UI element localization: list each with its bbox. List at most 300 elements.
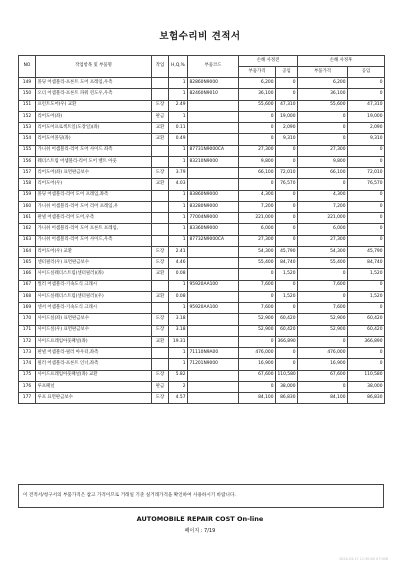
header-after-part-price: 부품가격 bbox=[298, 67, 348, 78]
row-hq: 1 bbox=[169, 201, 188, 212]
row-before-part-price: 55,400 bbox=[239, 258, 276, 269]
table-row bbox=[19, 246, 385, 257]
row-item: 웨더스트립 어셈블리-리어 도어 벨트 아웃 bbox=[36, 156, 152, 167]
row-part-code bbox=[188, 111, 239, 122]
row-no: 172 bbox=[19, 336, 36, 347]
row-work: 도장 bbox=[152, 370, 169, 381]
row-before-part-price: 54,300 bbox=[239, 246, 276, 257]
row-work bbox=[152, 348, 169, 359]
row-work: 도장 bbox=[152, 100, 169, 111]
row-hq: 1 bbox=[169, 348, 188, 359]
row-hq: 1 bbox=[169, 89, 188, 100]
row-part-code bbox=[188, 393, 239, 404]
row-before-part-price: 221,000 bbox=[239, 213, 276, 224]
row-item: 리어도어(우) 교환 bbox=[36, 246, 152, 257]
row-after-part-price: 9,800 bbox=[298, 156, 348, 167]
row-after-labor: 60,420 bbox=[348, 325, 385, 336]
row-before-labor: 76,570 bbox=[276, 179, 298, 190]
row-no: 177 bbox=[19, 393, 36, 404]
row-hq: 1 bbox=[169, 145, 188, 156]
row-no: 152 bbox=[19, 111, 36, 122]
row-before-part-price: 9,800 bbox=[239, 156, 276, 167]
row-before-labor: 0 bbox=[276, 303, 298, 314]
table-row bbox=[19, 258, 385, 269]
row-item: 사이드실웨더스트립(센터필러)(좌) bbox=[36, 269, 152, 280]
table-body bbox=[19, 78, 385, 404]
row-part-code: 95920AA100 bbox=[188, 280, 239, 291]
row-hq: 0.08 bbox=[169, 291, 188, 302]
row-before-labor: 1,520 bbox=[276, 291, 298, 302]
row-before-labor: 86,830 bbox=[276, 393, 298, 404]
row-after-part-price: 66,100 bbox=[298, 168, 348, 179]
row-no: 169 bbox=[19, 303, 36, 314]
row-before-labor: 0 bbox=[276, 224, 298, 235]
header-part-code: 부품코드 bbox=[188, 56, 239, 78]
row-before-labor: 0 bbox=[276, 89, 298, 100]
row-after-labor: 0 bbox=[348, 348, 385, 359]
row-after-labor: 0 bbox=[348, 359, 385, 370]
header-after-labor: 공임 bbox=[348, 67, 385, 78]
row-before-labor: 0 bbox=[276, 190, 298, 201]
row-after-part-price: 52,900 bbox=[298, 325, 348, 336]
row-item: 루프패널 bbox=[36, 381, 152, 392]
row-part-code: 71201N9000 bbox=[188, 359, 239, 370]
row-before-part-price: 476,000 bbox=[239, 348, 276, 359]
row-after-part-price: 55,400 bbox=[298, 258, 348, 269]
row-part-code: 83280N9000 bbox=[188, 201, 239, 212]
row-after-labor: 110,580 bbox=[348, 370, 385, 381]
row-no: 149 bbox=[19, 78, 36, 89]
footer-brand: AUTOMOBILE REPAIR COST On-line bbox=[136, 515, 264, 523]
row-hq: 5.82 bbox=[169, 370, 188, 381]
row-item: 센터필러(우) 표면판금보수 bbox=[36, 258, 152, 269]
row-before-part-price: 6,000 bbox=[239, 224, 276, 235]
row-before-part-price: 66,100 bbox=[239, 168, 276, 179]
row-after-part-price: 27,300 bbox=[298, 145, 348, 156]
row-work: 도장 bbox=[152, 393, 169, 404]
row-before-part-price: 7,600 bbox=[239, 280, 276, 291]
row-item: 리어도어(좌) bbox=[36, 111, 152, 122]
row-hq: 4.46 bbox=[169, 258, 188, 269]
table-row bbox=[19, 78, 385, 89]
row-part-code: 82860N9000 bbox=[188, 78, 239, 89]
row-after-labor: 0 bbox=[348, 224, 385, 235]
row-item: 몰딩 어셈블리-리어 도어 프레임,좌측 bbox=[36, 190, 152, 201]
table-row bbox=[19, 134, 385, 145]
row-hq: 1 bbox=[169, 280, 188, 291]
row-part-code bbox=[188, 370, 239, 381]
row-before-labor: 19,000 bbox=[276, 111, 298, 122]
table-row bbox=[19, 201, 385, 212]
row-no: 171 bbox=[19, 325, 36, 336]
row-after-labor: 86,830 bbox=[348, 393, 385, 404]
row-item: 리어도어몰딩(좌) bbox=[36, 134, 152, 145]
row-hq: 19.31 bbox=[169, 336, 188, 347]
row-before-labor: 1,520 bbox=[276, 269, 298, 280]
header-before-part-price: 부품가격 bbox=[239, 67, 276, 78]
row-after-part-price: 221,000 bbox=[298, 213, 348, 224]
row-no: 167 bbox=[19, 280, 36, 291]
row-no: 162 bbox=[19, 224, 36, 235]
table-row bbox=[19, 145, 385, 156]
row-work: 도장 bbox=[152, 325, 169, 336]
price-notice: 이 견적서/청구서의 부품가격은 참고 가격이므로 거래일 기준 실거래가격을 확인하여 사용하시기 바랍니다. bbox=[18, 484, 384, 508]
table-row bbox=[19, 111, 385, 122]
row-item: 사이드실(우) 표면판금보수 bbox=[36, 325, 152, 336]
row-after-labor: 47,310 bbox=[348, 100, 385, 111]
row-after-part-price: 7,600 bbox=[298, 303, 348, 314]
row-item: 판넬 어셈블리-필러 아우터,좌측 bbox=[36, 348, 152, 359]
row-part-code bbox=[188, 325, 239, 336]
row-before-part-price: 7,600 bbox=[239, 303, 276, 314]
row-after-labor: 72,010 bbox=[348, 168, 385, 179]
row-no: 168 bbox=[19, 291, 36, 302]
document-title: 보험수리비 견적서 bbox=[159, 31, 241, 42]
row-part-code bbox=[188, 269, 239, 280]
row-part-code: 87732N9000CA bbox=[188, 235, 239, 246]
row-item: 리어도어프로젝트일(도장일)(좌) bbox=[36, 123, 152, 134]
row-work: 교환 bbox=[152, 336, 169, 347]
row-hq: 1 bbox=[169, 78, 188, 89]
row-after-part-price: 0 bbox=[298, 336, 348, 347]
row-after-labor: 0 bbox=[348, 303, 385, 314]
row-hq: 2.41 bbox=[169, 246, 188, 257]
row-no: 157 bbox=[19, 168, 36, 179]
row-no: 160 bbox=[19, 201, 36, 212]
row-no: 165 bbox=[19, 258, 36, 269]
row-work bbox=[152, 235, 169, 246]
row-hq: 0.49 bbox=[169, 134, 188, 145]
table-row bbox=[19, 123, 385, 134]
row-item: 사이드프레임아웃패널(좌) 교환 bbox=[36, 370, 152, 381]
row-after-labor: 19,000 bbox=[348, 111, 385, 122]
row-work bbox=[152, 359, 169, 370]
row-before-labor: 0 bbox=[276, 213, 298, 224]
table-row bbox=[19, 303, 385, 314]
table-row bbox=[19, 100, 385, 111]
row-item: 가니쉬 어셈블리-리어 도어 사이드 좌측 bbox=[36, 145, 152, 156]
row-no: 150 bbox=[19, 89, 36, 100]
row-after-part-price: 7,600 bbox=[298, 280, 348, 291]
row-after-part-price: 84,100 bbox=[298, 393, 348, 404]
row-part-code bbox=[188, 123, 239, 134]
row-work: 교환 bbox=[152, 269, 169, 280]
row-after-part-price: 6,000 bbox=[298, 224, 348, 235]
row-hq: 2 bbox=[169, 381, 188, 392]
row-item: 리어도어(좌) 표면판금보수 bbox=[36, 168, 152, 179]
row-no: 176 bbox=[19, 381, 36, 392]
row-work: 교환 bbox=[152, 123, 169, 134]
row-before-part-price: 0 bbox=[239, 134, 276, 145]
row-before-part-price: 52,900 bbox=[239, 325, 276, 336]
row-after-part-price: 27,300 bbox=[298, 235, 348, 246]
row-after-labor: 0 bbox=[348, 190, 385, 201]
row-before-labor: 0 bbox=[276, 280, 298, 291]
table-row bbox=[19, 348, 385, 359]
row-no: 154 bbox=[19, 134, 36, 145]
row-no: 164 bbox=[19, 246, 36, 257]
row-hq: 0.08 bbox=[169, 269, 188, 280]
row-after-part-price: 7,200 bbox=[298, 201, 348, 212]
row-after-part-price: 0 bbox=[298, 381, 348, 392]
row-item: 가니쉬 어셈블리-리어 도어 리어 프레임,우 bbox=[36, 201, 152, 212]
row-item: 씰러 어셈블리-기속도식 크래시 bbox=[36, 280, 152, 291]
table-row bbox=[19, 190, 385, 201]
row-after-labor: 38,000 bbox=[348, 381, 385, 392]
row-after-labor: 366,890 bbox=[348, 336, 385, 347]
row-before-labor: 84,740 bbox=[276, 258, 298, 269]
row-before-labor: 0 bbox=[276, 235, 298, 246]
table-row bbox=[19, 325, 385, 336]
row-before-part-price: 36,100 bbox=[239, 89, 276, 100]
row-work: 교환 bbox=[152, 291, 169, 302]
header-item: 작업항목 및 부품명 bbox=[36, 56, 152, 78]
row-after-part-price: 55,600 bbox=[298, 100, 348, 111]
row-part-code bbox=[188, 168, 239, 179]
row-work bbox=[152, 78, 169, 89]
row-work: 도장 bbox=[152, 246, 169, 257]
row-hq: 4.57 bbox=[169, 393, 188, 404]
row-after-part-price: 0 bbox=[298, 291, 348, 302]
row-work bbox=[152, 303, 169, 314]
table-row bbox=[19, 291, 385, 302]
row-part-code: 83210N9000 bbox=[188, 156, 239, 167]
row-hq: 3.18 bbox=[169, 314, 188, 325]
row-before-part-price: 0 bbox=[239, 123, 276, 134]
row-before-part-price: 52,900 bbox=[239, 314, 276, 325]
row-before-part-price: 4,300 bbox=[239, 190, 276, 201]
table-row bbox=[19, 381, 385, 392]
row-after-labor: 0 bbox=[348, 78, 385, 89]
row-after-labor: 9,310 bbox=[348, 134, 385, 145]
table-row bbox=[19, 156, 385, 167]
row-after-part-price: 52,900 bbox=[298, 314, 348, 325]
row-after-part-price: 0 bbox=[298, 134, 348, 145]
row-hq: 1 bbox=[169, 190, 188, 201]
row-before-part-price: 0 bbox=[239, 336, 276, 347]
row-part-code: 82460N9010 bbox=[188, 89, 239, 100]
row-before-labor: 0 bbox=[276, 359, 298, 370]
row-before-part-price: 7,200 bbox=[239, 201, 276, 212]
table-row bbox=[19, 370, 385, 381]
row-work bbox=[152, 213, 169, 224]
row-before-part-price: 0 bbox=[239, 269, 276, 280]
row-part-code: 83360N9000 bbox=[188, 224, 239, 235]
row-before-labor: 38,000 bbox=[276, 381, 298, 392]
row-after-labor: 76,570 bbox=[348, 179, 385, 190]
row-before-part-price: 0 bbox=[239, 111, 276, 122]
row-before-labor: 2,090 bbox=[276, 123, 298, 134]
row-after-labor: 84,740 bbox=[348, 258, 385, 269]
row-before-labor: 0 bbox=[276, 348, 298, 359]
row-item: 몰딩 어셈블리-프론트 도어 프레임,우측 bbox=[36, 78, 152, 89]
table-row bbox=[19, 235, 385, 246]
row-after-labor: 0 bbox=[348, 280, 385, 291]
table-header bbox=[19, 56, 385, 78]
row-before-part-price: 6,200 bbox=[239, 78, 276, 89]
row-after-part-price: 0 bbox=[298, 269, 348, 280]
table-row bbox=[19, 168, 385, 179]
row-part-code bbox=[188, 179, 239, 190]
table-row bbox=[19, 359, 385, 370]
row-hq: 1 bbox=[169, 111, 188, 122]
row-before-part-price: 0 bbox=[239, 291, 276, 302]
row-work bbox=[152, 280, 169, 291]
row-hq: 1 bbox=[169, 303, 188, 314]
row-part-code bbox=[188, 291, 239, 302]
row-work: 도장 bbox=[152, 168, 169, 179]
row-no: 163 bbox=[19, 235, 36, 246]
row-after-labor: 60,420 bbox=[348, 314, 385, 325]
row-hq: 3.18 bbox=[169, 325, 188, 336]
row-no: 151 bbox=[19, 100, 36, 111]
table-row bbox=[19, 89, 385, 100]
header-after: 손해 사정후 bbox=[298, 56, 385, 67]
row-part-code bbox=[188, 134, 239, 145]
row-after-part-price: 36,100 bbox=[298, 89, 348, 100]
row-hq: 3.79 bbox=[169, 168, 188, 179]
row-no: 170 bbox=[19, 314, 36, 325]
table-row bbox=[19, 314, 385, 325]
row-after-part-price: 0 bbox=[298, 179, 348, 190]
row-before-part-price: 55,600 bbox=[239, 100, 276, 111]
row-before-part-price: 0 bbox=[239, 381, 276, 392]
row-hq: 1 bbox=[169, 359, 188, 370]
row-before-part-price: 16,900 bbox=[239, 359, 276, 370]
row-no: 153 bbox=[19, 123, 36, 134]
row-item: 센서 어셈블리-기속도식 크래시 bbox=[36, 303, 152, 314]
row-no: 175 bbox=[19, 370, 36, 381]
row-work: 판금 bbox=[152, 111, 169, 122]
row-item: 사이드실웨더스트립(센터필러)(우) bbox=[36, 291, 152, 302]
row-part-code bbox=[188, 258, 239, 269]
row-hq: 1 bbox=[169, 156, 188, 167]
row-work bbox=[152, 201, 169, 212]
row-after-labor: 1,520 bbox=[348, 291, 385, 302]
row-after-part-price: 4,300 bbox=[298, 190, 348, 201]
row-work: 교환 bbox=[152, 134, 169, 145]
header-no: NO bbox=[19, 56, 36, 78]
row-item: 필러 어셈블리-프론트 인너,좌측 bbox=[36, 359, 152, 370]
row-work: 도장 bbox=[152, 258, 169, 269]
row-before-labor: 0 bbox=[276, 145, 298, 156]
row-no: 159 bbox=[19, 190, 36, 201]
row-no: 155 bbox=[19, 145, 36, 156]
row-item: 판넬 어셈블리-리어 도어,우측 bbox=[36, 213, 152, 224]
header-before-labor: 공임 bbox=[276, 67, 298, 78]
row-no: 156 bbox=[19, 156, 36, 167]
row-no: 174 bbox=[19, 359, 36, 370]
row-after-labor: 0 bbox=[348, 145, 385, 156]
row-part-code: 83860N9000 bbox=[188, 190, 239, 201]
row-after-labor: 0 bbox=[348, 235, 385, 246]
row-after-part-price: 16,900 bbox=[298, 359, 348, 370]
row-part-code bbox=[188, 336, 239, 347]
row-item: 리어도어(우) bbox=[36, 179, 152, 190]
row-item: 오더 어셈블리-프론트 파워 윈도우,우측 bbox=[36, 89, 152, 100]
row-part-code: 71110N9A00 bbox=[188, 348, 239, 359]
table-row bbox=[19, 280, 385, 291]
header-work: 작업 bbox=[152, 56, 169, 78]
row-after-labor: 2,090 bbox=[348, 123, 385, 134]
row-item: 사이드프레임아웃패널(좌) bbox=[36, 336, 152, 347]
row-item: 가니쉬 어셈블리-리어 도어 사이드,우측 bbox=[36, 235, 152, 246]
row-no: 161 bbox=[19, 213, 36, 224]
row-item: 루프 표면판금보수 bbox=[36, 393, 152, 404]
row-before-labor: 110,580 bbox=[276, 370, 298, 381]
table-row bbox=[19, 224, 385, 235]
header-before: 손해 사정전 bbox=[239, 56, 298, 67]
row-after-part-price: 0 bbox=[298, 111, 348, 122]
row-part-code: 77004N9000 bbox=[188, 213, 239, 224]
table-row bbox=[19, 213, 385, 224]
row-before-labor: 366,890 bbox=[276, 336, 298, 347]
row-no: 158 bbox=[19, 179, 36, 190]
row-after-part-price: 0 bbox=[298, 123, 348, 134]
row-after-part-price: 67,600 bbox=[298, 370, 348, 381]
table-row bbox=[19, 393, 385, 404]
row-work bbox=[152, 224, 169, 235]
estimate-table bbox=[18, 55, 385, 404]
page-number: 페이지 : 7/19 bbox=[184, 528, 216, 534]
row-item: 사이드실(좌) 표면판금보수 bbox=[36, 314, 152, 325]
row-after-part-price: 54,300 bbox=[298, 246, 348, 257]
table-row bbox=[19, 336, 385, 347]
row-after-labor: 0 bbox=[348, 89, 385, 100]
row-before-part-price: 27,300 bbox=[239, 145, 276, 156]
table-row bbox=[19, 269, 385, 280]
row-before-labor: 0 bbox=[276, 78, 298, 89]
row-before-labor: 0 bbox=[276, 201, 298, 212]
table-row bbox=[19, 179, 385, 190]
row-work bbox=[152, 190, 169, 201]
row-before-labor: 60,420 bbox=[276, 325, 298, 336]
row-hq: 0.11 bbox=[169, 123, 188, 134]
row-hq: 4.03 bbox=[169, 179, 188, 190]
row-hq: 1 bbox=[169, 224, 188, 235]
row-after-labor: 0 bbox=[348, 213, 385, 224]
row-no: 166 bbox=[19, 269, 36, 280]
row-before-part-price: 67,600 bbox=[239, 370, 276, 381]
row-before-labor: 60,420 bbox=[276, 314, 298, 325]
row-work bbox=[152, 89, 169, 100]
row-hq: 1 bbox=[169, 235, 188, 246]
row-after-labor: 1,520 bbox=[348, 269, 385, 280]
row-part-code bbox=[188, 314, 239, 325]
row-work bbox=[152, 145, 169, 156]
row-part-code bbox=[188, 100, 239, 111]
row-work bbox=[152, 156, 169, 167]
row-part-code: 87731N9000CA bbox=[188, 145, 239, 156]
row-hq: 1 bbox=[169, 213, 188, 224]
row-before-part-price: 84,100 bbox=[239, 393, 276, 404]
row-before-labor: 47,310 bbox=[276, 100, 298, 111]
row-after-part-price: 6,200 bbox=[298, 78, 348, 89]
row-before-labor: 45,790 bbox=[276, 246, 298, 257]
row-work: 교환 bbox=[152, 179, 169, 190]
row-work: 도장 bbox=[152, 314, 169, 325]
row-after-labor: 0 bbox=[348, 156, 385, 167]
row-hq: 2.49 bbox=[169, 100, 188, 111]
row-before-part-price: 27,300 bbox=[239, 235, 276, 246]
row-work: 판금 bbox=[152, 381, 169, 392]
row-before-labor: 9,310 bbox=[276, 134, 298, 145]
row-before-part-price: 0 bbox=[239, 179, 276, 190]
header-hq: H,Q,% bbox=[169, 56, 188, 78]
row-item: 가니쉬 어셈블리-리어 도어 프론트 프레임, bbox=[36, 224, 152, 235]
row-after-part-price: 476,000 bbox=[298, 348, 348, 359]
row-after-labor: 45,790 bbox=[348, 246, 385, 257]
